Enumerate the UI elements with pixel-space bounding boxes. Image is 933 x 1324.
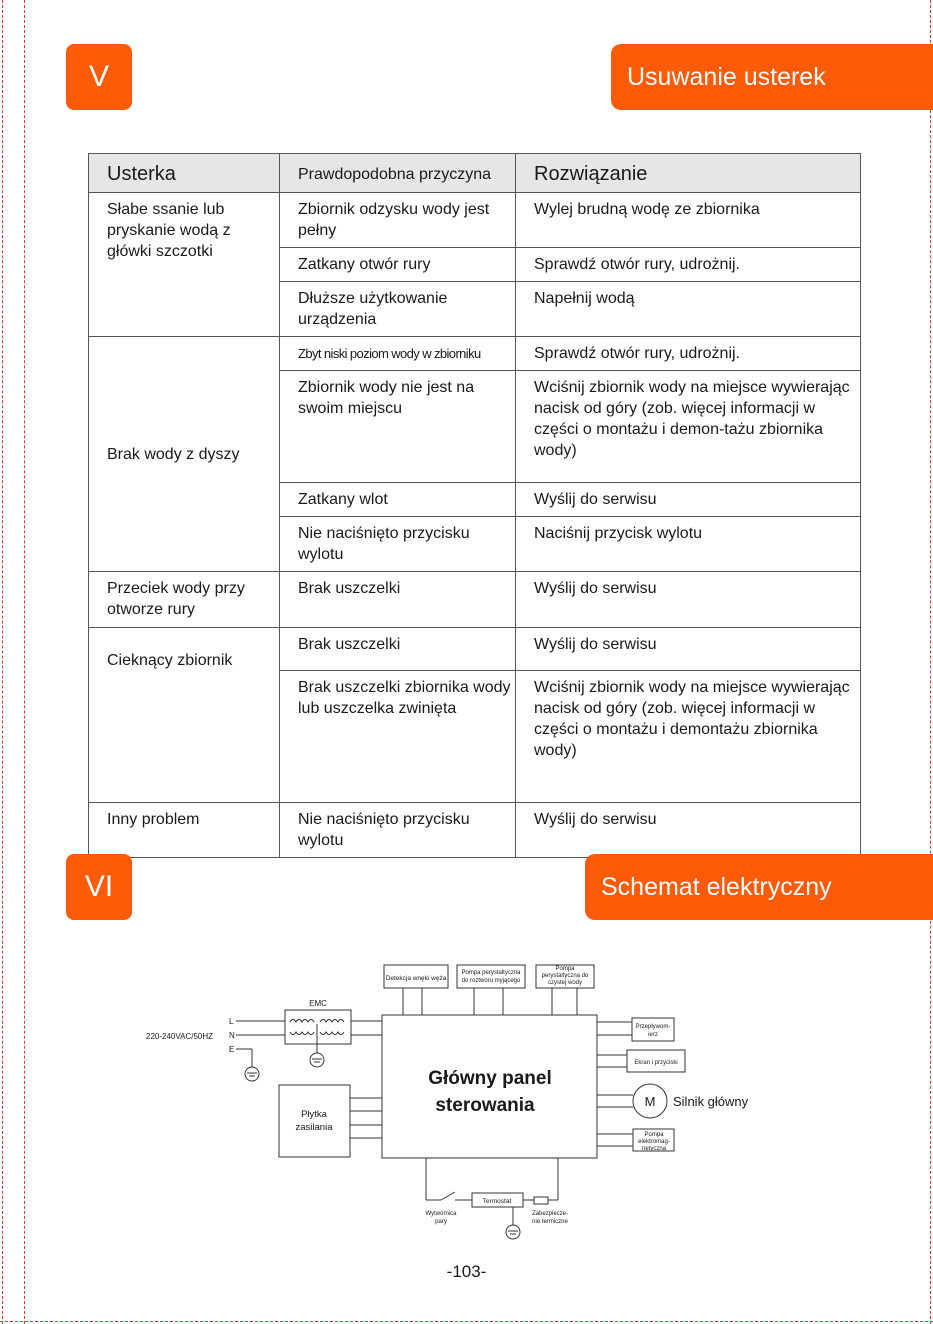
power-board-box: [279, 1085, 350, 1157]
solution-cell: Wylej brudną wodę ze zbiornika: [516, 193, 861, 248]
table-row: [89, 803, 861, 858]
main-panel-label-line1: Główny panel: [428, 1068, 552, 1089]
svg-text:zasilania: zasilania: [295, 1122, 333, 1133]
cause-cell: Brak uszczelki zbiornika wody lub uszczelka zwinięta: [280, 671, 516, 803]
cause-cell: Zatkany otwór rury: [280, 248, 516, 282]
troubleshooting-table: [88, 153, 861, 858]
section-title-banner: Schemat elektryczny: [585, 854, 933, 920]
cause-cell: Zbiornik odzysku wody jest pełny: [280, 193, 516, 248]
emc-label: EMC: [309, 999, 327, 1008]
table-row: [89, 628, 861, 671]
supply-label: 220-240VAC/50HZ: [146, 1032, 213, 1041]
table-row: [89, 193, 861, 248]
cause-cell: Nie naciśnięto przycisku wylotu: [280, 517, 516, 572]
svg-text:do roztworu myjącego: do roztworu myjącego: [461, 978, 521, 984]
column-header-fault: Usterka: [89, 154, 280, 193]
section-number-badge: V: [66, 44, 132, 110]
line-e-label: E: [229, 1045, 235, 1054]
motor-symbol-label: M: [644, 1094, 656, 1109]
solution-cell: Sprawdź otwór rury, udrożnij.: [516, 337, 861, 371]
svg-text:netyczna: netyczna: [641, 1146, 667, 1152]
solution-cell: Wciśnij zbiornik wody na miejsce wywierając nacisk od góry (zob. więcej informacji w części o montażu i demontażu zbiornika wody): [516, 671, 861, 803]
svg-text:Przepływom-: Przepływom-: [635, 1024, 671, 1030]
cause-cell: Brak uszczelki: [280, 628, 516, 671]
cause-cell: Nie naciśnięto przycisku wylotu: [280, 803, 516, 858]
table-row: [89, 572, 861, 628]
svg-text:elektromag-: elektromag-: [638, 1139, 670, 1145]
cause-cell: Brak uszczelki: [280, 572, 516, 628]
main-panel-label-line2: sterowania: [435, 1095, 535, 1116]
solution-cell: Wyślij do serwisu: [516, 572, 861, 628]
motor-label: Silnik główny: [673, 1094, 749, 1109]
solution-cell: Wciśnij zbiornik wody na miejsce wywierając nacisk od góry (zob. więcej informacji w części o montażu i demon-tażu zbiornika wody): [516, 371, 861, 483]
column-header-solution: Rozwiązanie: [516, 154, 861, 193]
fault-cell: Inny problem: [89, 803, 280, 858]
cause-cell: Zbiornik wody nie jest na swoim miejscu: [280, 371, 516, 483]
thermal-fuse-box: [534, 1197, 548, 1204]
svg-text:Płytka: Płytka: [301, 1109, 327, 1120]
ground-symbol-emc: [310, 1053, 324, 1067]
hose-detection-label: Detekcja wnęki węża: [385, 975, 447, 982]
fault-cell: Cieknący zbiornik: [89, 628, 280, 803]
svg-text:ierz: ierz: [648, 1032, 658, 1038]
fault-cell: Brak wody z dyszy: [89, 337, 280, 572]
thermostat-label: Termostat: [482, 1198, 512, 1205]
cut-line-bottom: [0, 1321, 933, 1322]
cause-cell: Dłuższe użytkowanie urządzenia: [280, 282, 516, 337]
line-n-label: N: [229, 1031, 235, 1040]
table-header-row: [89, 154, 861, 193]
svg-text:Pompa perystaltyczna: Pompa perystaltyczna: [461, 970, 521, 976]
svg-text:Wytwornica: Wytwornica: [425, 1211, 457, 1217]
line-l-label: L: [229, 1017, 234, 1026]
svg-text:Ekran i przyciski: Ekran i przyciski: [634, 1060, 678, 1066]
svg-text:Pompa: Pompa: [644, 1132, 664, 1138]
svg-text:perystaltyczna do: perystaltyczna do: [541, 973, 589, 979]
section-number-badge: VI: [66, 854, 132, 920]
steam-switch: [441, 1192, 455, 1200]
emc-filter-box: [285, 1010, 351, 1044]
column-header-cause: Prawdopodobna przyczyna: [280, 154, 516, 193]
svg-text:nie termiczne: nie termiczne: [532, 1219, 568, 1225]
svg-text:pary: pary: [435, 1219, 447, 1225]
solution-cell: Sprawdź otwór rury, udrożnij.: [516, 248, 861, 282]
solution-cell: Wyślij do serwisu: [516, 803, 861, 858]
wiring-diagram: [0, 940, 933, 1250]
solution-cell: Wyślij do serwisu: [516, 628, 861, 671]
svg-text:Pompa: Pompa: [555, 966, 575, 972]
cause-cell: Zbyt niski poziom wody w zbiorniku: [280, 337, 516, 371]
fault-cell: Przeciek wody przy otworze rury: [89, 572, 280, 628]
section-title-banner: Usuwanie usterek: [611, 44, 933, 110]
ground-symbol-supply: [245, 1067, 259, 1081]
svg-text:czystej wody: czystej wody: [547, 980, 583, 986]
solution-cell: Wyślij do serwisu: [516, 483, 861, 517]
svg-text:Zabezpiecze-: Zabezpiecze-: [531, 1211, 569, 1217]
ground-symbol-bottom: [506, 1225, 520, 1239]
solution-cell: Naciśnij przycisk wylotu: [516, 517, 861, 572]
table-row: [89, 337, 861, 371]
cause-cell: Zatkany wlot: [280, 483, 516, 517]
solution-cell: Napełnij wodą: [516, 282, 861, 337]
detergent-pump-box: [457, 965, 525, 988]
page-number: -103-: [446, 1262, 487, 1281]
fault-cell: Słabe ssanie lub pryskanie wodą z główki szczotki: [89, 193, 280, 337]
